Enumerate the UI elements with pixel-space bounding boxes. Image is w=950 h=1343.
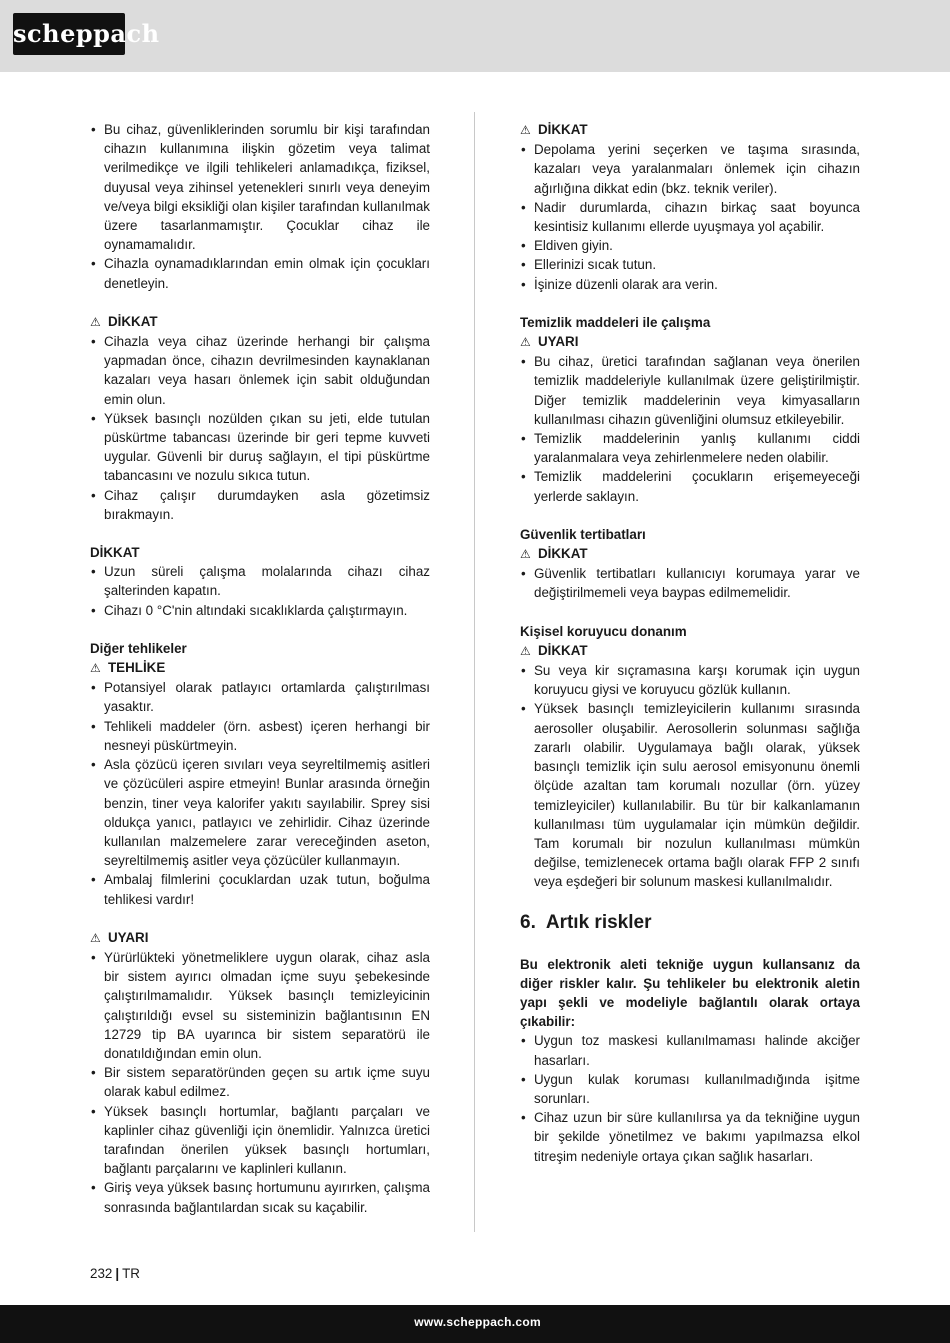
warning-section — [90, 928, 430, 1217]
list-item: • Asla çözücü içeren sıvıları veya seyreltilmemiş asitleri ve çözücüleri aspire etmeyin! Bunlar arasında örneğin benzin, tiner veya kalorifer yakıtı sayılabilir. Sprey sisi oldukça yanıcı, patlayıcı ve zehirlidir. Cihaz üzerinde kullanılan malzemelere zarar vereceğinden aseton, seyreltilmemiş asitler veya çözücüler kullanmayın. — [90, 755, 430, 870]
warning-triangle-icon: ⚠ — [90, 930, 101, 945]
safety-devices-section — [520, 525, 860, 603]
caution-section-2 — [90, 543, 430, 620]
bullet-list — [520, 661, 860, 891]
caution-label: DİKKAT — [538, 642, 588, 658]
bullet-list — [90, 562, 430, 620]
warning-heading — [520, 332, 860, 352]
brand-logo: scheppach — [13, 13, 125, 55]
list-item: • Güvenlik tertibatları kullanıcıyı korumaya yarar ve değiştirilmemeli veya baypas edilmemelidir. — [520, 564, 860, 602]
list-item: • Yüksek basınçlı hortumlar, bağlantı parçaları ve kaplinler cihaz güvenliği için önemlidir. Yalnızca üretici tarafından önerilen yüksek basınçlı hortumları, bağlantı parçalarını ve kaplinleri kullanın. — [90, 1102, 430, 1179]
bullet-list — [520, 140, 860, 294]
list-item: • Cihazla oynamadıklarından emin olmak için çocukları denetleyin. — [90, 254, 430, 292]
right-column — [520, 120, 860, 1166]
chapter-title — [520, 911, 860, 935]
warning-triangle-icon: ⚠ — [520, 643, 531, 658]
website-link[interactable]: www.scheppach.com — [414, 1315, 541, 1329]
section-heading: Temizlik maddeleri ile çalışma — [520, 314, 711, 330]
caution-heading — [90, 312, 430, 332]
list-item: • Yüksek basınçlı temizleyicilerin kullanımı sırasında aerosoller oluşabilir. Aerosollerin solunması sağlığa zararlı olabilir. Uygulamaya bağlı olarak, yüksek basınçlı temizlik için sulu aerosol emisyonunu önemli ölçüde azaltan tam korumalı nozullar (örn. yüzey temizleyiciler) kullanılabilir. Bu tür bir kalkanlamanın kullanılması tüm uygulamalar için mümkün değildir. Tam korumalı bir nozulun kullanılması mümkün değilse, temizlenecek ortama bağlı olarak FFP 2 sınıfı veya eşdeğeri bir solunum maskesi kullanılmalıdır. — [520, 699, 860, 891]
warning-triangle-icon: ⚠ — [90, 314, 101, 329]
list-item: • Temizlik maddelerini çocukların erişemeyeceği yerlerde saklayın. — [520, 467, 860, 505]
page-number: 232 — [90, 1266, 113, 1281]
section-heading: Diğer tehlikeler — [90, 640, 187, 656]
list-item: • Bu cihaz, güvenliklerinden sorumlu bir kişi tarafından cihazın kullanımına ilişkin gözetim veya talimat verilmedikçe ve ilgili tehlikeleri anlamadıkça, fiziksel, duyusal veya zihinsel yetenekleri sınırlı veya deneyim ve/veya bilgi eksikliği olan kişiler tarafından kullanılmak üzere tasarlanmamıştır. Çocuklar cihaz ile oynamamalıdır. — [90, 120, 430, 254]
warning-triangle-icon: ⚠ — [520, 547, 531, 562]
cleaning-agents-section — [520, 313, 860, 506]
danger-label: TEHLİKE — [108, 660, 166, 676]
list-item: • Bir sistem separatöründen geçen su artık içme suyu olarak kabul edilmez. — [90, 1063, 430, 1101]
other-hazards-section — [90, 639, 430, 909]
list-item: • Yüksek basınçlı nozülden çıkan su jeti, elde tutulan püskürtme tabancası üzerinde bir geri tepme kuvveti uygular. Güvenli bir duruş sağlayın, el tipi püskürtme tabancasını ve nozulu sıkıca tutun. — [90, 409, 430, 486]
list-item: • Yürürlükteki yönetmeliklere uygun olarak, cihaz asla bir sistem ayırıcı olmadan içme suyu şebekesinde çalıştırılmamalıdır. Yüksek basınçlı temizleyicinin çalıştırıldığı evsel su sisteminizin bağlantısının EN 12729 tip BA uyarınca bir sistem separatörü ile donatıldığından emin olun. — [90, 948, 430, 1063]
chapter-title-text: Artık riskler — [545, 911, 652, 933]
residual-risks-section — [520, 911, 860, 1166]
list-item: • Eldiven giyin. — [520, 236, 860, 255]
list-item: • Ambalaj filmlerini çocuklardan uzak tutun, boğulma tehlikesi vardır! — [90, 870, 430, 908]
caution-heading — [520, 544, 860, 564]
footer-separator: | — [115, 1266, 120, 1281]
list-item: • Potansiyel olarak patlayıcı ortamlarda çalıştırılması yasaktır. — [90, 678, 430, 716]
list-item: • Uygun toz maskesi kullanılmaması halinde akciğer hasarları. — [520, 1031, 860, 1069]
caution-heading — [520, 120, 860, 140]
warning-label: UYARI — [108, 929, 149, 945]
list-item: • Tehlikeli maddeler (örn. asbest) içeren herhangi bir nesneyi püskürtmeyin. — [90, 717, 430, 755]
caution-label: DİKKAT — [538, 122, 588, 137]
bullet-list — [90, 120, 430, 293]
list-item: • Ellerinizi sıcak tutun. — [520, 255, 860, 274]
list-item: • Depolama yerini seçerken ve taşıma sırasında, kazaları veya yaralanmaları önlemek için cihazın ağırlığına dikkat edin (bkz. teknik veriler). — [520, 140, 860, 198]
danger-heading — [90, 658, 430, 678]
header-bar — [0, 0, 950, 72]
list-item: • Nadir durumlarda, cihazın birkaç saat boyunca kesintisiz kullanımı ellerde uyuşmaya yol açabilir. — [520, 198, 860, 236]
bullet-list — [520, 352, 860, 506]
caution-heading — [520, 641, 860, 661]
list-item: • Bu cihaz, üretici tarafından sağlanan veya önerilen temizlik maddeleriyle kullanılmak üzere geliştirilmiştir. Diğer temizlik maddelerinin veya kimyasalların kullanılması cihazın güvenliğini olumsuz etkileyebilir. — [520, 352, 860, 429]
caution-section — [520, 120, 860, 294]
warning-label: UYARI — [538, 334, 579, 350]
column-divider — [474, 112, 475, 1232]
bullet-list — [90, 948, 430, 1217]
chapter-number: 6. — [520, 911, 536, 933]
warning-triangle-icon: ⚠ — [90, 661, 101, 676]
section-heading: Kişisel koruyucu donanım — [520, 623, 687, 639]
intro-section — [90, 120, 430, 293]
list-item: • Temizlik maddelerinin yanlış kullanımı ciddi yaralanmalara veya zehirlenmelere neden olabilir. — [520, 429, 860, 467]
list-item: • Cihazı 0 °C'nin altındaki sıcaklıklarda çalıştırmayın. — [90, 601, 430, 620]
warning-triangle-icon: ⚠ — [520, 335, 531, 350]
list-item: • Uzun süreli çalışma molalarında cihazı cihaz şalterinden kapatın. — [90, 562, 430, 600]
language-code: TR — [122, 1266, 140, 1281]
list-item: • Cihaz çalışır durumdayken asla gözetimsiz bırakmayın. — [90, 486, 430, 524]
list-item: • Uygun kulak koruması kullanılmadığında işitme sorunları. — [520, 1070, 860, 1108]
caution-heading: DİKKAT — [90, 545, 140, 561]
bullet-list — [90, 678, 430, 908]
warning-triangle-icon: ⚠ — [520, 123, 531, 137]
caution-label: DİKKAT — [108, 313, 158, 329]
list-item: • Giriş veya yüksek basınç hortumunu ayırırken, çalışma sonrasında bağlantılardan sıcak su kaçabilir. — [90, 1178, 430, 1216]
left-column — [90, 120, 430, 1236]
bullet-list — [520, 564, 860, 602]
list-item: • İşinize düzenli olarak ara verin. — [520, 275, 860, 294]
caution-label: DİKKAT — [538, 546, 588, 562]
warning-heading — [90, 928, 430, 948]
bullet-list — [520, 1031, 860, 1165]
list-item: • Su veya kir sıçramasına karşı korumak için uygun koruyucu giysi ve koruyucu gözlük kullanın. — [520, 661, 860, 699]
list-item: • Cihazla veya cihaz üzerinde herhangi bir çalışma yapmadan önce, cihazın devrilmesinden kaynaklanan kazaları veya hasarı önlemek için sabit olduğundan emin olun. — [90, 332, 430, 409]
section-heading: Güvenlik tertibatları — [520, 526, 646, 542]
page-footer — [90, 1266, 140, 1281]
bullet-list — [90, 332, 430, 524]
chapter-intro: Bu elektronik aleti tekniğe uygun kullansanız da diğer riskler kalır. Şu tehlikeler bu elektronik aletin yapı şekli ve modeliyle bağlantılı olarak ortaya çıkabilir: — [520, 956, 860, 1030]
caution-section — [90, 312, 430, 524]
list-item: • Cihaz uzun bir süre kullanılırsa ya da tekniğine uygun bir şekilde yönetilmez ve bakımı yapılmazsa elkol titreşim nedeniyle ortaya çıkan sağlık hasarları. — [520, 1108, 860, 1166]
ppe-section — [520, 622, 860, 892]
